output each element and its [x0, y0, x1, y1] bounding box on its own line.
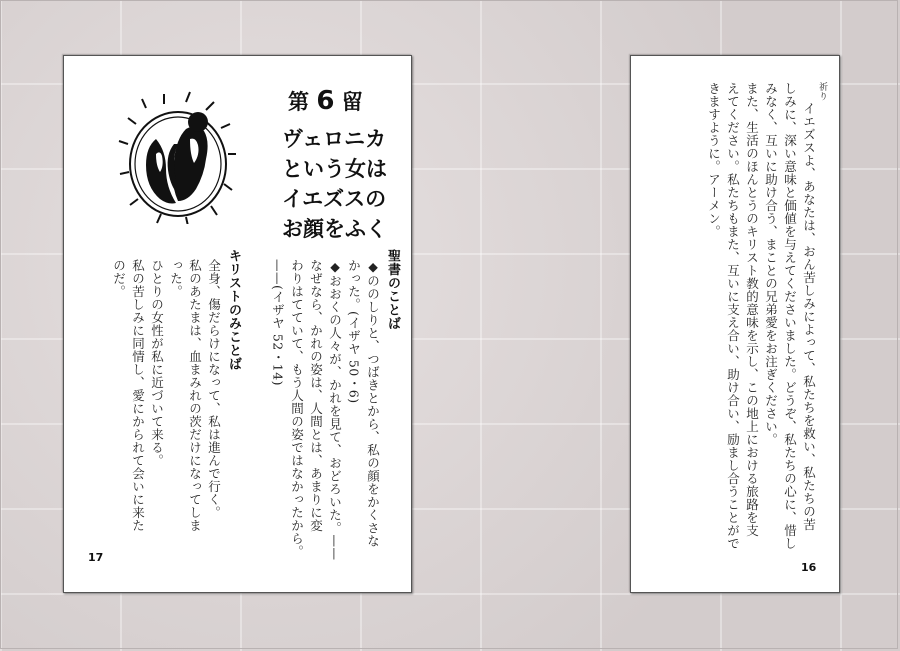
- title-line-3: イエズスの: [282, 187, 387, 211]
- christ-words-label: キリストのみことば: [226, 249, 241, 371]
- prayer-line: えてください。私たちもまた、互いに支え合い、助け合い、励まし合うことがで: [725, 82, 741, 550]
- title-line-1: ヴェロニカ: [282, 127, 387, 151]
- christ-words-line: ひとりの女性が私に近づいて来る。: [149, 259, 165, 467]
- scripture-line: かった。(イザヤ 50・6): [346, 259, 362, 404]
- scripture-line: ◆ののしりと、つばきとから、私の顔をかくさな: [365, 259, 381, 548]
- prayer-line: しみに、深い意味と価値を与えてくださいました。どうぞ、私たちの心に、惜し: [782, 82, 798, 550]
- scripture-label: 聖書のことば: [385, 249, 400, 330]
- page-17: [63, 55, 412, 593]
- prayer-line: みなく、互いに助け合う、まことの兄弟愛をお注ぎください。: [763, 82, 779, 446]
- prayer-line: イエズスよ、あなたは、おん苦しみによって、私たちを救い、私たちの苦: [801, 102, 817, 531]
- prayer-line: きますように。アーメン。: [706, 82, 722, 238]
- title-line-4: お顔をふく: [282, 217, 387, 241]
- prayer-line: また、生活のほんとうのキリスト教的意味を示し、この地上における旅路を支: [744, 82, 760, 537]
- christ-words-line: った。: [168, 259, 184, 298]
- scripture-line: ——(イザヤ 52・14): [270, 259, 286, 387]
- christ-words-line: 全身、傷だらけになって、私は進んで行く。: [206, 259, 222, 519]
- page-number-16: 16: [801, 561, 817, 574]
- scripture-line: なぜなら、かれの姿は、人間とは、あまりに変: [308, 259, 324, 532]
- scripture-line: ◆おおくの人々が、かれを見て、おどろいた。——: [327, 259, 343, 561]
- crown-of-thorns-illustration: [116, 84, 236, 224]
- title-line-2: という女は: [282, 157, 387, 181]
- station-title: 第 6 留: [288, 86, 363, 116]
- page-16: [630, 55, 840, 593]
- christ-words-line: 私の苦しみに同情し、愛にかられて会いに来た: [130, 259, 146, 532]
- scripture-line: わりはてていて、もう人間の姿ではなかったから。: [289, 259, 305, 558]
- christ-words-line: 私のあたまは、血まみれの茨だけになってしま: [187, 259, 203, 532]
- prayer-label: 祈り: [817, 82, 827, 101]
- page-number-17: 17: [88, 551, 104, 564]
- christ-words-line: のだ。: [111, 259, 127, 298]
